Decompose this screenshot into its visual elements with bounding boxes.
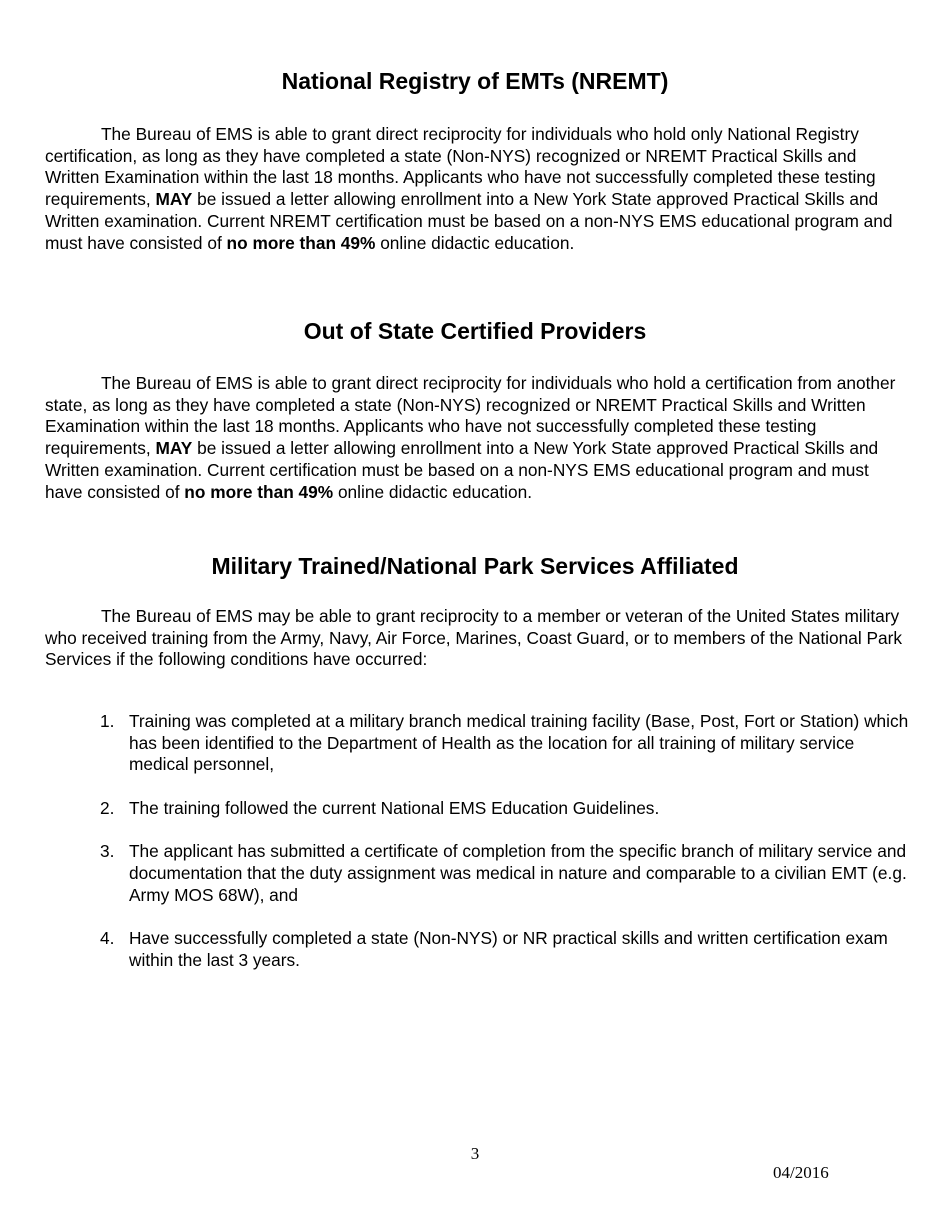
heading-nremt: National Registry of EMTs (NREMT) [281,68,669,94]
paragraph-text: The Bureau of EMS is able to grant direct reciprocity for individuals who hold only National Registry certification, as long as they have completed a state (Non-NYS) recognized or NREMT Practical Skills and Written Examination within the last 18 months. Applicants who have not successfully completed these testing requirements, [45,124,876,210]
conditions-list [100,711,910,993]
emphasis-may: MAY [155,189,193,210]
heading-military: Military Trained/National Park Services Affiliated [211,553,739,579]
list-item [100,798,910,820]
emphasis-online-limit: no more than 49% [184,481,334,502]
paragraph-military-intro: The Bureau of EMS may be able to grant reciprocity to a member or veteran of the United States military who received training from the Army, Navy, Air Force, Marines, Coast Guard, or to members of the National Park Services if the following conditions have occurred: [45,606,903,670]
list-item-text: Training was completed at a military branch medical training facility (Base, Post, Fort or Station) which has been identified to the Department of Health as the location for all training of military service medical personnel, [129,711,909,775]
list-item-text: The applicant has submitted a certificate of completion from the specific branch of military service and documentation that the duty assignment was medical in nature and comparable to a civilian EMT (e.g. Army MOS 68W), and [129,841,907,905]
list-number: 3. [100,841,115,862]
paragraph-text: be issued a letter allowing enrollment into a New York State approved Practical Skills and Written examination. Current NREMT certification must be based on a non-NYS EMS educational program and must have consisted of [45,189,893,253]
paragraph-out-of-state [45,373,909,503]
paragraph-text: The Bureau of EMS is able to grant direct reciprocity for individuals who hold a certification from another state, as long as they have completed a state (Non-NYS) recognized or NREMT Practical Skills and Written Examination within the last 18 months. Applicants who have not successfully completed these testing requirements, [45,373,896,459]
paragraph-text: be issued a letter allowing enrollment into a New York State approved Practical Skills and Written examination. Current certification must be based on a non-NYS EMS educational program and must have consisted of [45,438,879,502]
paragraph-text: online didactic education. [333,481,533,502]
page-number: 3 [470,1144,480,1163]
list-item [100,928,910,971]
list-item-text: The training followed the current National EMS Education Guidelines. [129,797,660,818]
list-number: 1. [100,711,115,731]
list-number: 4. [100,927,115,948]
list-number: 2. [100,797,115,818]
revision-date: 04/2016 [773,1163,829,1182]
paragraph-nremt [45,124,909,254]
list-item [100,841,910,906]
emphasis-online-limit: no more than 49% [226,232,376,253]
emphasis-may: MAY [155,438,193,459]
list-item [100,711,910,776]
heading-out-of-state: Out of State Certified Providers [303,318,647,344]
list-item-text: Have successfully completed a state (Non-NYS) or NR practical skills and written certification exam within the last 3 years. [129,927,888,970]
paragraph-text: online didactic education. [375,232,575,253]
